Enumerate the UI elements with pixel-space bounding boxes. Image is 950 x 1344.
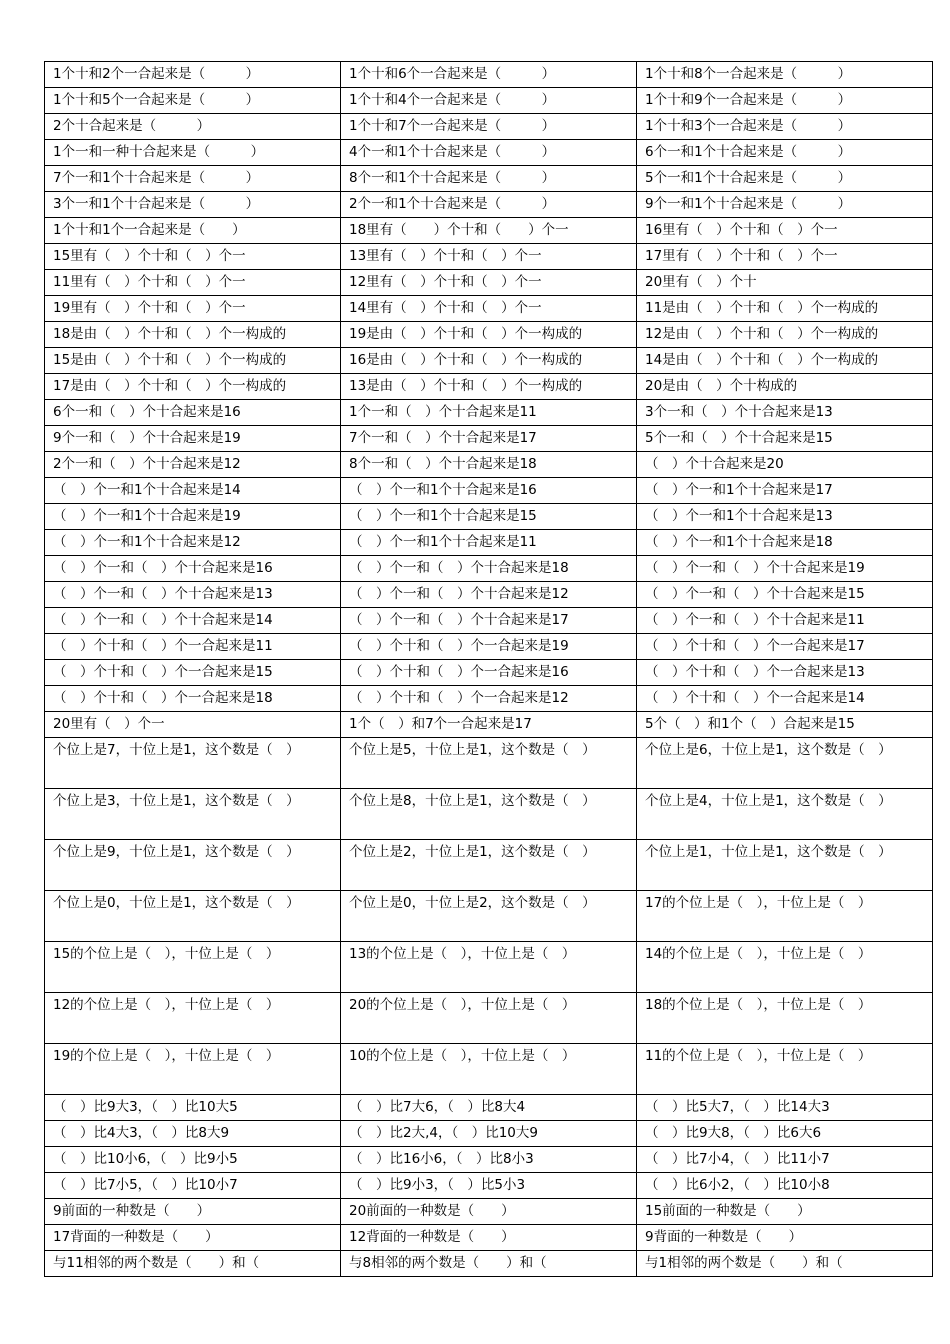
question-cell: 个位上是0，十位上是2，这个数是（ ） [341,891,637,942]
table-row [45,686,933,712]
table-row [45,1225,933,1251]
question-cell: 20里有（ ）个十 [637,270,933,296]
question-cell: （ ）个一和（ ）个十合起来是17 [341,608,637,634]
question-cell: 18的个位上是（ ），十位上是（ ） [637,993,933,1044]
question-cell: 19里有（ ）个十和（ ）个一 [45,296,341,322]
question-cell: 18是由（ ）个十和（ ）个一构成的 [45,322,341,348]
question-cell: （ ）个一和1个十合起来是13 [637,504,933,530]
worksheet-table [44,61,933,1277]
question-cell: 3个一和1个十合起来是（ ） [45,192,341,218]
question-cell: （ ）比9小3，（ ）比5小3 [341,1173,637,1199]
table-row [45,192,933,218]
table-row [45,322,933,348]
question-cell: 个位上是1，十位上是1，这个数是（ ） [637,840,933,891]
table-row [45,891,933,942]
table-row [45,478,933,504]
question-cell: （ ）比5大7，（ ）比14大3 [637,1095,933,1121]
question-cell: 9个一和（ ）个十合起来是19 [45,426,341,452]
table-row [45,348,933,374]
table-row [45,530,933,556]
question-cell: （ ）个十和（ ）个一合起来是11 [45,634,341,660]
question-cell: 个位上是5，十位上是1，这个数是（ ） [341,738,637,789]
question-cell: （ ）个一和（ ）个十合起来是18 [341,556,637,582]
question-cell: （ ）个一和（ ）个十合起来是14 [45,608,341,634]
question-cell: （ ）个十和（ ）个一合起来是14 [637,686,933,712]
question-cell: 17的个位上是（ ），十位上是（ ） [637,891,933,942]
question-cell: （ ）个十和（ ）个一合起来是18 [45,686,341,712]
question-cell: （ ）比7小5，（ ）比10小7 [45,1173,341,1199]
question-cell: （ ）个十和（ ）个一合起来是13 [637,660,933,686]
question-cell: 1个十和5个一合起来是（ ） [45,88,341,114]
question-cell: 15的个位上是（ ），十位上是（ ） [45,942,341,993]
question-cell: 20前面的一种数是（ ） [341,1199,637,1225]
table-row [45,942,933,993]
question-cell: （ ）个一和（ ）个十合起来是11 [637,608,933,634]
question-cell: 11是由（ ）个十和（ ）个一构成的 [637,296,933,322]
table-row [45,166,933,192]
question-cell: 6个一和1个十合起来是（ ） [637,140,933,166]
question-cell: 10的个位上是（ ），十位上是（ ） [341,1044,637,1095]
question-cell: 12是由（ ）个十和（ ）个一构成的 [637,322,933,348]
table-row [45,62,933,88]
question-cell: 13的个位上是（ ），十位上是（ ） [341,942,637,993]
question-cell: 9背面的一种数是（ ） [637,1225,933,1251]
question-cell: 9个一和1个十合起来是（ ） [637,192,933,218]
question-cell: 11的个位上是（ ），十位上是（ ） [637,1044,933,1095]
question-cell: 个位上是0，十位上是1，这个数是（ ） [45,891,341,942]
question-cell: 17是由（ ）个十和（ ）个一构成的 [45,374,341,400]
question-cell: 15里有（ ）个十和（ ）个一 [45,244,341,270]
table-row [45,244,933,270]
question-cell: （ ）个十和（ ）个一合起来是16 [341,660,637,686]
question-cell: （ ）个一和1个十合起来是18 [637,530,933,556]
question-cell: 2个十合起来是（ ） [45,114,341,140]
question-cell: （ ）比2大,4，（ ）比10大9 [341,1121,637,1147]
question-cell: 个位上是6，十位上是1，这个数是（ ） [637,738,933,789]
table-row [45,1121,933,1147]
question-cell: （ ）个一和1个十合起来是12 [45,530,341,556]
question-cell: 1个十和3个一合起来是（ ） [637,114,933,140]
question-cell: 1个十和2个一合起来是（ ） [45,62,341,88]
table-row [45,840,933,891]
question-cell: 8个一和1个十合起来是（ ） [341,166,637,192]
table-row [45,712,933,738]
table-row [45,400,933,426]
question-cell: （ ）比9大8，（ ）比6大6 [637,1121,933,1147]
question-cell: 17背面的一种数是（ ） [45,1225,341,1251]
question-cell: 8个一和（ ）个十合起来是18 [341,452,637,478]
question-cell: 16是由（ ）个十和（ ）个一构成的 [341,348,637,374]
question-cell: 5个（ ）和1个（ ）合起来是15 [637,712,933,738]
question-cell: 14是由（ ）个十和（ ）个一构成的 [637,348,933,374]
question-cell: 9前面的一种数是（ ） [45,1199,341,1225]
question-cell: 与11相邻的两个数是（ ）和（ [45,1251,341,1277]
question-cell: 1个十和6个一合起来是（ ） [341,62,637,88]
table-row [45,634,933,660]
question-cell: 19是由（ ）个十和（ ）个一构成的 [341,322,637,348]
table-row [45,1147,933,1173]
question-cell: 1个一和（ ）个十合起来是11 [341,400,637,426]
question-cell: 13是由（ ）个十和（ ）个一构成的 [341,374,637,400]
question-cell: 12的个位上是（ ），十位上是（ ） [45,993,341,1044]
question-cell: 15是由（ ）个十和（ ）个一构成的 [45,348,341,374]
table-row [45,1044,933,1095]
question-cell: 与8相邻的两个数是（ ）和（ [341,1251,637,1277]
table-row [45,270,933,296]
question-cell: 6个一和（ ）个十合起来是16 [45,400,341,426]
question-cell: （ ）个一和1个十合起来是19 [45,504,341,530]
question-cell: （ ）比7小4，（ ）比11小7 [637,1147,933,1173]
question-cell: （ ）个十合起来是20 [637,452,933,478]
question-cell: （ ）比9大3，（ ）比10大5 [45,1095,341,1121]
question-cell: 7个一和1个十合起来是（ ） [45,166,341,192]
question-cell: （ ）个一和1个十合起来是16 [341,478,637,504]
question-cell: 1个十和9个一合起来是（ ） [637,88,933,114]
question-cell: 个位上是9，十位上是1，这个数是（ ） [45,840,341,891]
question-cell: （ ）个十和（ ）个一合起来是15 [45,660,341,686]
question-cell: （ ）个十和（ ）个一合起来是12 [341,686,637,712]
worksheet-body [45,62,933,1277]
question-cell: 个位上是4，十位上是1，这个数是（ ） [637,789,933,840]
question-cell: 15前面的一种数是（ ） [637,1199,933,1225]
question-cell: 3个一和（ ）个十合起来是13 [637,400,933,426]
table-row [45,582,933,608]
question-cell: 2个一和（ ）个十合起来是12 [45,452,341,478]
table-row [45,1251,933,1277]
question-cell: （ ）个一和1个十合起来是11 [341,530,637,556]
question-cell: （ ）个十和（ ）个一合起来是19 [341,634,637,660]
question-cell: （ ）比4大3，（ ）比8大9 [45,1121,341,1147]
question-cell: （ ）比7大6，（ ）比8大4 [341,1095,637,1121]
table-row [45,114,933,140]
question-cell: 4个一和1个十合起来是（ ） [341,140,637,166]
question-cell: 18里有（ ）个十和（ ）个一 [341,218,637,244]
question-cell: 12里有（ ）个十和（ ）个一 [341,270,637,296]
question-cell: （ ）个一和1个十合起来是17 [637,478,933,504]
question-cell: 1个（ ）和7个一合起来是17 [341,712,637,738]
question-cell: 14里有（ ）个十和（ ）个一 [341,296,637,322]
question-cell: 19的个位上是（ ），十位上是（ ） [45,1044,341,1095]
question-cell: 17里有（ ）个十和（ ）个一 [637,244,933,270]
table-row [45,1173,933,1199]
table-row [45,88,933,114]
question-cell: 20里有（ ）个一 [45,712,341,738]
question-cell: 5个一和1个十合起来是（ ） [637,166,933,192]
question-cell: （ ）比10小6，（ ）比9小5 [45,1147,341,1173]
question-cell: 1个十和8个一合起来是（ ） [637,62,933,88]
question-cell: 16里有（ ）个十和（ ）个一 [637,218,933,244]
table-row [45,789,933,840]
question-cell: 7个一和（ ）个十合起来是17 [341,426,637,452]
table-row [45,218,933,244]
question-cell: （ ）个一和（ ）个十合起来是19 [637,556,933,582]
table-row [45,1095,933,1121]
table-row [45,504,933,530]
question-cell: 12背面的一种数是（ ） [341,1225,637,1251]
table-row [45,993,933,1044]
question-cell: 5个一和（ ）个十合起来是15 [637,426,933,452]
question-cell: （ ）个一和1个十合起来是15 [341,504,637,530]
table-row [45,660,933,686]
question-cell: （ ）个一和（ ）个十合起来是13 [45,582,341,608]
question-cell: 个位上是2，十位上是1，这个数是（ ） [341,840,637,891]
question-cell: 20是由（ ）个十构成的 [637,374,933,400]
question-cell: 14的个位上是（ ），十位上是（ ） [637,942,933,993]
question-cell: （ ）个一和（ ）个十合起来是15 [637,582,933,608]
question-cell: （ ）个一和（ ）个十合起来是16 [45,556,341,582]
question-cell: 20的个位上是（ ），十位上是（ ） [341,993,637,1044]
question-cell: 个位上是7，十位上是1，这个数是（ ） [45,738,341,789]
table-row [45,1199,933,1225]
question-cell: （ ）比6小2，（ ）比10小8 [637,1173,933,1199]
table-row [45,140,933,166]
question-cell: 1个十和7个一合起来是（ ） [341,114,637,140]
table-row [45,608,933,634]
table-row [45,426,933,452]
question-cell: 个位上是8，十位上是1，这个数是（ ） [341,789,637,840]
question-cell: （ ）个一和（ ）个十合起来是12 [341,582,637,608]
question-cell: 与1相邻的两个数是（ ）和（ [637,1251,933,1277]
table-row [45,452,933,478]
table-row [45,296,933,322]
question-cell: 1个十和4个一合起来是（ ） [341,88,637,114]
question-cell: （ ）个十和（ ）个一合起来是17 [637,634,933,660]
question-cell: 1个十和1个一合起来是（ ） [45,218,341,244]
table-row [45,738,933,789]
question-cell: 1个一和一种十合起来是（ ） [45,140,341,166]
question-cell: 个位上是3，十位上是1，这个数是（ ） [45,789,341,840]
question-cell: 11里有（ ）个十和（ ）个一 [45,270,341,296]
question-cell: 13里有（ ）个十和（ ）个一 [341,244,637,270]
question-cell: （ ）个一和1个十合起来是14 [45,478,341,504]
question-cell: 2个一和1个十合起来是（ ） [341,192,637,218]
question-cell: （ ）比16小6，（ ）比8小3 [341,1147,637,1173]
table-row [45,556,933,582]
table-row [45,374,933,400]
